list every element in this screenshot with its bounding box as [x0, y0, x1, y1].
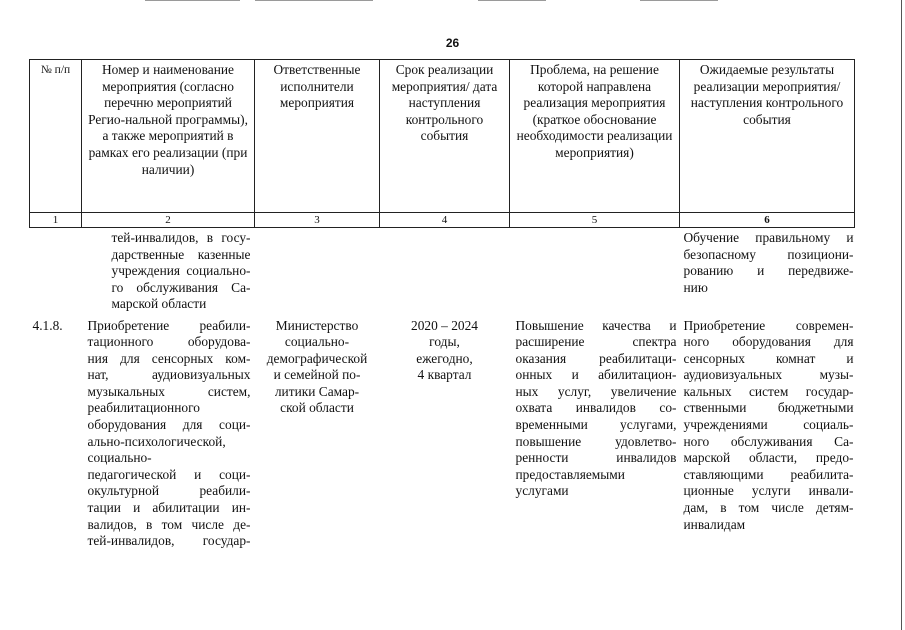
text-line: педагогической и соци-: [87, 466, 251, 482]
text-line: 4 квартал: [417, 367, 472, 383]
text-line: инвалидам: [683, 516, 746, 532]
text-line: литики Самар-: [274, 383, 360, 399]
expected-results: [680, 314, 855, 550]
text-line: социально-: [87, 450, 152, 466]
text-line: безопасному позициони-: [683, 246, 854, 262]
continued-measure-name: [82, 228, 255, 314]
problem-description: [510, 314, 680, 550]
text-line: ного обслуживания Са-: [683, 433, 854, 449]
text-line: ской области: [280, 400, 354, 416]
scan-edge-line: [145, 0, 240, 1]
text-line: оборудования для соци-: [87, 417, 251, 433]
text-line: тей-инвалидов, в госу-: [111, 230, 251, 245]
text-line: ренности инвалидов: [515, 450, 677, 466]
text-line: нат, аудиовизуальных: [87, 367, 251, 383]
text-line: валидов, в том числе де-: [87, 516, 251, 532]
text-line: онных и абилитацион-: [515, 367, 677, 383]
header-number: № п/п: [30, 60, 82, 213]
measures-table: [29, 59, 855, 550]
header-problem: Проблема, на решение которой направлена реализация мероприятия (краткое обоснование необходимости реализации мероприятия): [510, 60, 680, 213]
implementation-term: [380, 314, 510, 550]
text-line: учреждениями социаль-: [683, 417, 854, 433]
text-line: социально-: [284, 334, 350, 350]
scan-edge-line: [640, 0, 718, 1]
text-line: окультурной реабили-: [87, 483, 251, 499]
text-line: кальных систем государ-: [683, 383, 854, 399]
text-line: услугами: [515, 483, 569, 499]
text-line: марской области: [111, 296, 207, 312]
text-line: охвата инвалидов со-: [515, 400, 677, 416]
text-line: Обучение правильному и: [683, 230, 854, 245]
text-line: дам, в том числе детям-: [683, 500, 854, 516]
text-line: музыкальных систем,: [87, 383, 251, 399]
column-number: 6: [680, 213, 855, 228]
column-number: 3: [255, 213, 380, 228]
text-line: Министерство: [275, 317, 359, 333]
text-line: Приобретение современ-: [683, 317, 854, 333]
header-term: Срок реализации мероприятия/ дата наступления контрольного события: [380, 60, 510, 213]
text-line: ально-психологической,: [87, 433, 226, 449]
page-edge: [901, 0, 902, 630]
continued-expected-results: [680, 228, 855, 314]
text-line: го обслуживания Са-: [111, 279, 251, 295]
text-line: ственными бюджетными: [683, 400, 854, 416]
text-line: рованию и передвиже-: [683, 263, 854, 279]
measure-name: [82, 314, 255, 550]
text-line: Приобретение реабили-: [87, 317, 251, 333]
table-row-4-1-8: [30, 314, 855, 550]
text-line: предоставляемыми: [515, 466, 625, 482]
column-number: 4: [380, 213, 510, 228]
text-line: ставляющими реабилита-: [683, 466, 854, 482]
text-line: реабилитационного: [87, 400, 200, 416]
column-number: 1: [30, 213, 82, 228]
text-line: тационного оборудова-: [87, 334, 251, 350]
text-line: демографической: [266, 350, 368, 366]
text-line: расширение спектра: [515, 334, 677, 350]
table-row-continued: [30, 228, 855, 314]
text-line: ционные услуги инвали-: [683, 483, 854, 499]
column-number: 2: [82, 213, 255, 228]
text-line: аудиовизуальных музы-: [683, 367, 854, 383]
column-numbers-row: [30, 213, 855, 228]
text-line: тации и абилитации ин-: [87, 500, 251, 516]
header-responsible: Ответственные исполнители мероприятия: [255, 60, 380, 213]
page-number: 26: [445, 36, 460, 50]
text-line: годы,: [429, 334, 460, 350]
text-line: 2020 – 2024: [411, 317, 478, 333]
text-line: и семейной по-: [273, 367, 361, 383]
text-line: повышение удовлетво-: [515, 433, 677, 449]
scan-edge-line: [478, 0, 546, 1]
text-line: учреждения социально-: [111, 263, 251, 279]
header-measure-name: Номер и наименование мероприятия (согласно перечню мероприятий Регио-нальной программы), а также мероприятий в рамках его реализации (при наличии): [82, 60, 255, 213]
responsible-executor: [255, 314, 380, 550]
column-number: 5: [510, 213, 680, 228]
text-line: ного оборудования для: [683, 334, 854, 350]
text-line: сенсорных комнат и: [683, 350, 854, 366]
text-line: ния для сенсорных ком-: [87, 350, 251, 366]
text-line: ных услуг, увеличение: [515, 383, 677, 399]
row-number: 4.1.8.: [32, 317, 63, 333]
text-line: марской области, предо-: [683, 450, 854, 466]
scan-edge-line: [255, 0, 373, 1]
text-line: Повышение качества и: [515, 317, 677, 333]
text-line: временными услугами,: [515, 417, 677, 433]
text-line: нию: [683, 279, 708, 295]
header-row: [30, 60, 855, 213]
text-line: дарственные казенные: [111, 246, 251, 262]
text-line: оказания реабилитаци-: [515, 350, 677, 366]
header-expected-results: Ожидаемые результаты реализации мероприятия/ наступления контрольного события: [680, 60, 855, 213]
text-line: ежегодно,: [416, 350, 473, 366]
text-line: тей-инвалидов, государ-: [87, 533, 251, 549]
